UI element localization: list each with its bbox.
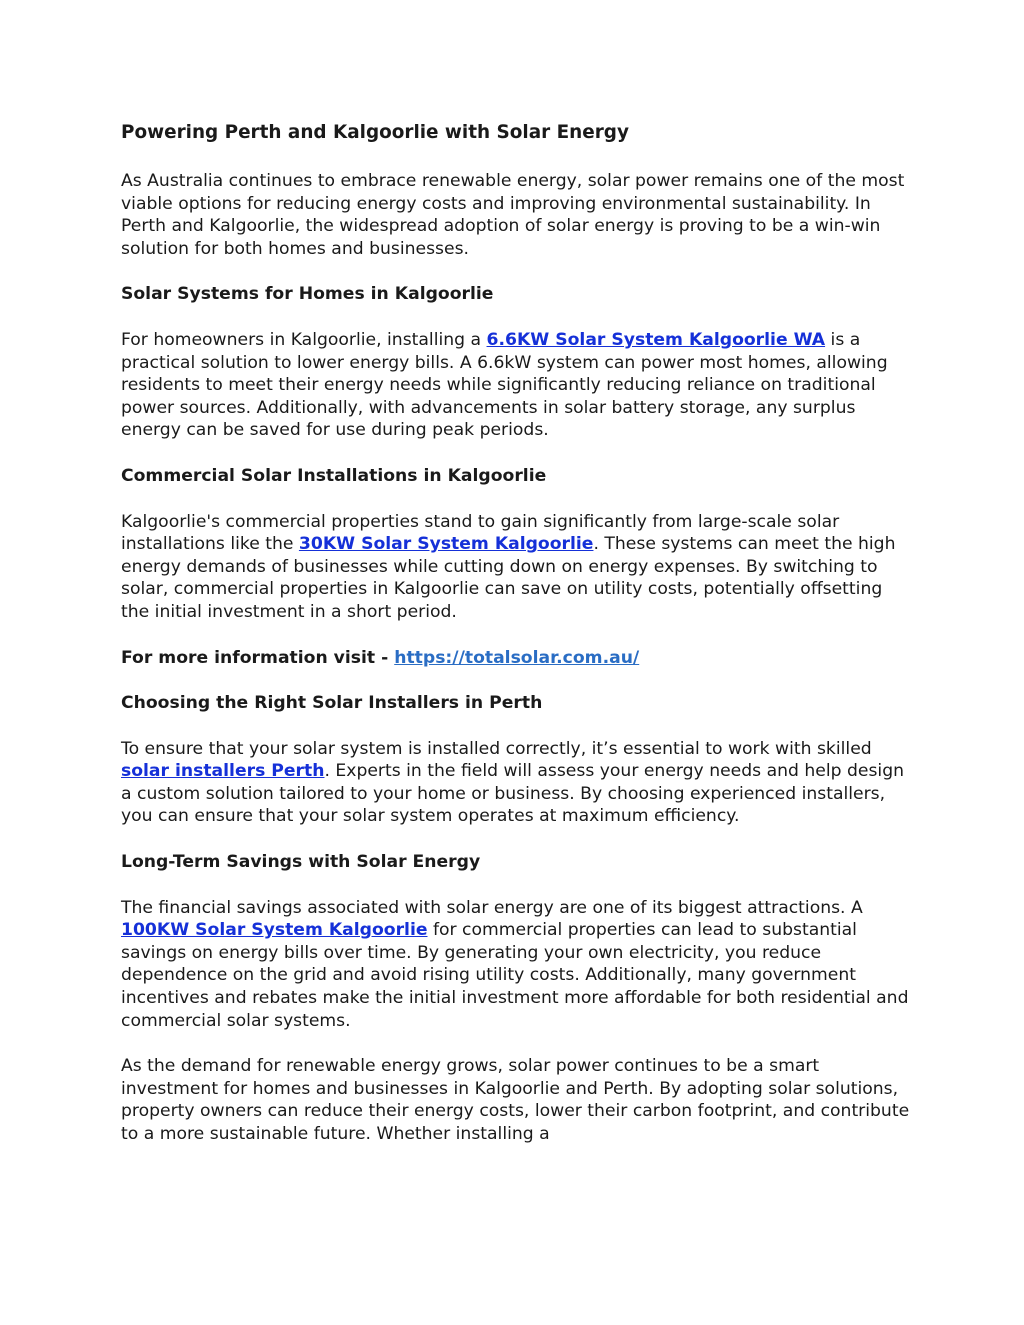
text-homes-after: is a practical solution to lower energy bills. A 6.6kW system can power most homes, allowing residents to meet their energy needs while significantly reducing reliance on traditional power sources. Additionally, with advancements in solar battery storage, any surplus energy can be saved for use during peak periods. xyxy=(121,329,888,441)
link-6-6kw-solar-system[interactable]: 6.6KW Solar System Kalgoorlie WA xyxy=(486,329,826,350)
page-title: Powering Perth and Kalgoorlie with Solar Energy xyxy=(121,122,629,143)
text-commercial-after: . These systems can meet the high energy demands of businesses while cutting down on energy expenses. By switching to solar, commercial properties in Kalgoorlie can save on utility costs, potentially offsetting the initial investment in a short period. xyxy=(121,534,896,622)
paragraph-installers xyxy=(121,738,911,828)
more-info-line xyxy=(121,647,911,670)
heading-savings: Long-Term Savings with Solar Energy xyxy=(121,852,481,873)
text-savings-after: for commercial properties can lead to substantial savings on energy bills over time. By generating your own electricity, you reduce dependence on the grid and avoid rising utility costs. Additionally, many government incentives and rebates make the initial investment more affordable for both residential and commercial solar systems. xyxy=(121,920,909,1031)
paragraph-homes xyxy=(121,329,911,442)
heading-homes: Solar Systems for Homes in Kalgoorlie xyxy=(121,284,494,305)
heading-installers: Choosing the Right Solar Installers in Perth xyxy=(121,693,543,714)
document-page xyxy=(121,120,911,1169)
more-info-label: For more information visit - xyxy=(121,647,395,668)
link-solar-installers-perth[interactable]: solar installers Perth xyxy=(121,761,325,782)
link-totalsolar-website[interactable]: https://totalsolar.com.au/ xyxy=(394,647,640,668)
link-30kw-solar-system[interactable]: 30KW Solar System Kalgoorlie xyxy=(298,534,594,555)
text-homes-before: For homeowners in Kalgoorlie, installing a xyxy=(121,329,487,350)
text-installers-after: . Experts in the field will assess your energy needs and help design a custom solution tailored to your home or business. By choosing experienced installers, you can ensure that your solar system operates at maximum efficiency. xyxy=(121,761,904,827)
closing-paragraph: As the demand for renewable energy grows, solar power continues to be a smart investment for homes and businesses in Kalgoorlie and Perth. By adopting solar solutions, property owners can reduce their energy costs, lower their carbon footprint, and contribute to a more sustainable future. Whether installing a xyxy=(121,1056,910,1144)
text-commercial-before: Kalgoorlie's commercial properties stand to gain significantly from large-scale solar installations like the xyxy=(121,511,840,555)
link-100kw-solar-system[interactable]: 100KW Solar System Kalgoorlie xyxy=(121,920,428,941)
intro-paragraph: As Australia continues to embrace renewable energy, solar power remains one of the most viable options for reducing energy costs and improving environmental sustainability. In Perth and Kalgoorlie, the widespread adoption of solar energy is proving to be a win-win solution for both homes and businesses. xyxy=(121,171,905,259)
paragraph-commercial xyxy=(121,511,911,624)
heading-commercial: Commercial Solar Installations in Kalgoorlie xyxy=(121,465,547,486)
text-savings-before: The financial savings associated with solar energy are one of its biggest attractions. A xyxy=(121,897,863,918)
paragraph-savings xyxy=(121,897,911,1033)
text-installers-before: To ensure that your solar system is installed correctly, it’s essential to work with skilled xyxy=(121,738,872,759)
